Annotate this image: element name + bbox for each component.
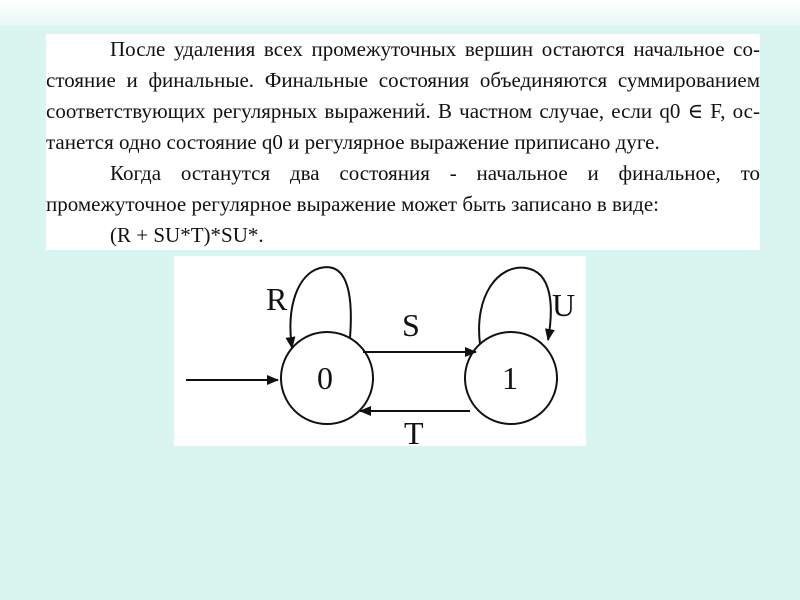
text-panel (46, 34, 760, 250)
text-line: соответствующих регулярных выражений. В частном случае, если q0 ∈ F, ос- (46, 99, 760, 123)
automaton-svg (174, 256, 586, 446)
text-line: стояние и финальные. Финальные состояния объединяются суммированием (46, 68, 760, 92)
text-line: После удаления всех промежуточных вершин остаются начальное со- (110, 37, 760, 61)
state-0-label: 0 (317, 360, 333, 396)
loop-0-edge (290, 267, 350, 348)
edge-1-0-label: T (404, 415, 424, 446)
text-line: Когда останутся два состояния - начальное и финальное, то (110, 161, 760, 185)
loop-1-label: U (552, 287, 576, 323)
text-line: промежуточное регулярное выражение может быть записано в виде: (46, 192, 660, 216)
formula: (R + SU*T)*SU*. (110, 223, 264, 247)
edge-0-1-label: S (402, 307, 420, 343)
loop-0-label: R (266, 281, 288, 317)
state-1-label: 1 (502, 360, 518, 396)
text-line: танется одно состояние q0 и регулярное выражение приписано дуге. (46, 130, 660, 154)
automaton-diagram (174, 256, 586, 446)
slide-top-frame (0, 0, 800, 26)
